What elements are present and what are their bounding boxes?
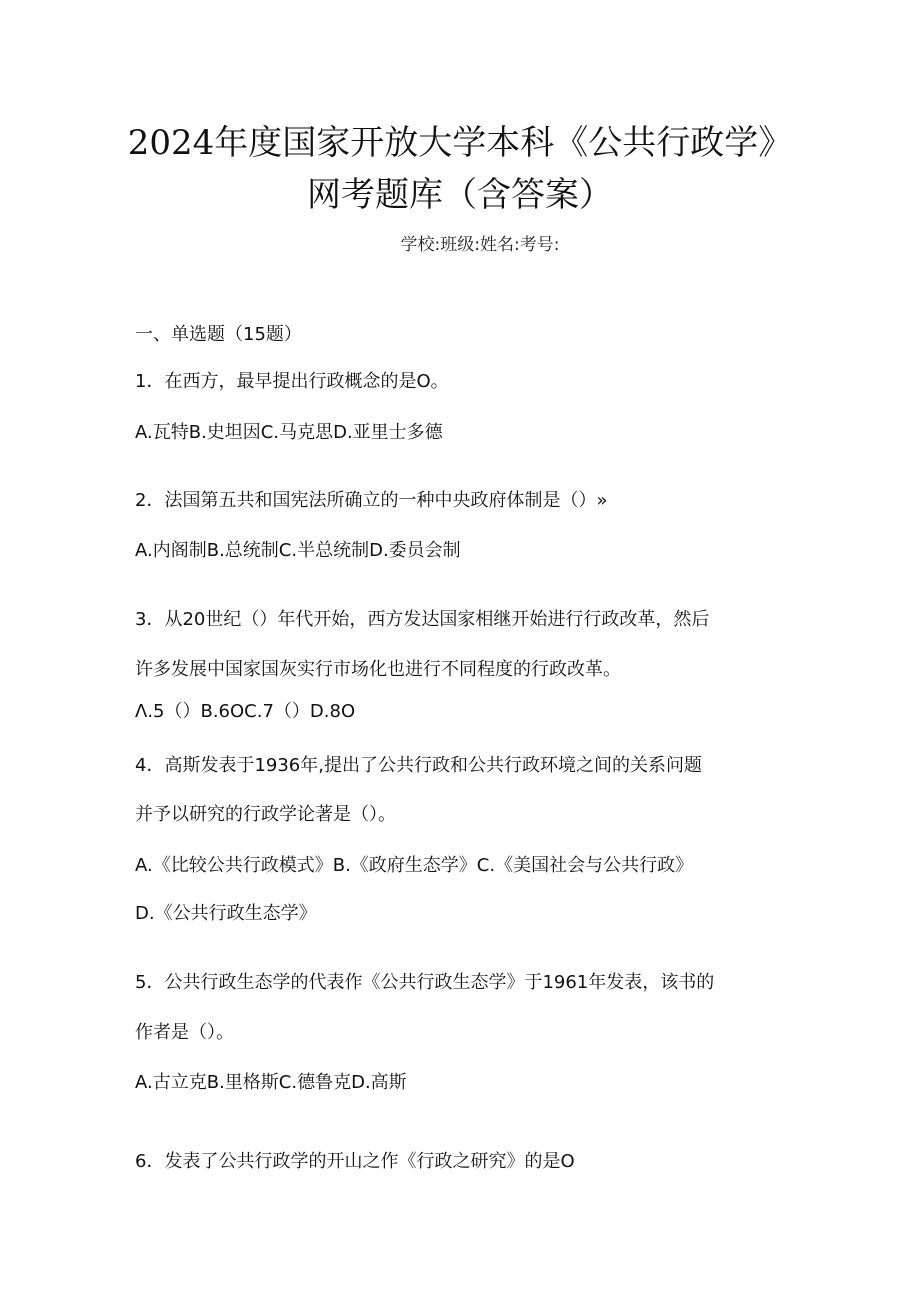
question-4-options-line-1: A.《比较公共行政模式》B.《政府生态学》C.《美国社会与公共行政》 (135, 855, 694, 876)
question-5-stem-line-1: 5．公共行政生态学的代表作《公共行政生态学》于1961年发表，该书的 (135, 972, 715, 993)
student-info-line: 学校:班级:姓名:考号: (400, 235, 560, 255)
question-3-options: Λ.5（）B.6OC.7（）D.8O (135, 701, 356, 722)
question-4-options-line-2: D.《公共行政生态学》 (135, 903, 317, 924)
question-2-options: A.内阁制B.总统制C.半总统制D.委员会制 (135, 540, 461, 561)
question-6-stem: 6．发表了公共行政学的开山之作《行政之研究》的是O (135, 1151, 575, 1172)
question-3-stem-line-2: 许多发展中国家国灰实行市场化也进行不同程度的行政改革。 (135, 659, 621, 680)
document-title-line-1: 2024年度国家开放大学本科《公共行政学》 (127, 123, 793, 163)
question-3-stem-line-1: 3．从20世纪（）年代开始，西方发达国家相继开始进行行政改革，然后 (135, 609, 710, 630)
question-1-options: A.瓦特B.史坦因C.马克思D.亚里士多德 (135, 422, 443, 443)
question-4-stem-line-2: 并予以研究的行政学论著是（）。 (135, 804, 396, 825)
question-5-options: A.古立克B.里格斯C.德鲁克D.高斯 (135, 1072, 407, 1093)
document-title-line-2: 网考题库（含答案） (307, 175, 613, 215)
question-1-stem: 1．在西方，最早提出行政概念的是O。 (135, 371, 449, 392)
question-4-stem-line-1: 4．高斯发表于1936年,提出了公共行政和公共行政环境之间的关系问题 (135, 755, 702, 776)
question-2-stem: 2．法国第五共和国宪法所确立的一种中央政府体制是（）» (135, 490, 608, 511)
section-heading: 一、单选题（15题） (135, 324, 302, 345)
question-5-stem-line-2: 作者是（）。 (135, 1022, 234, 1043)
